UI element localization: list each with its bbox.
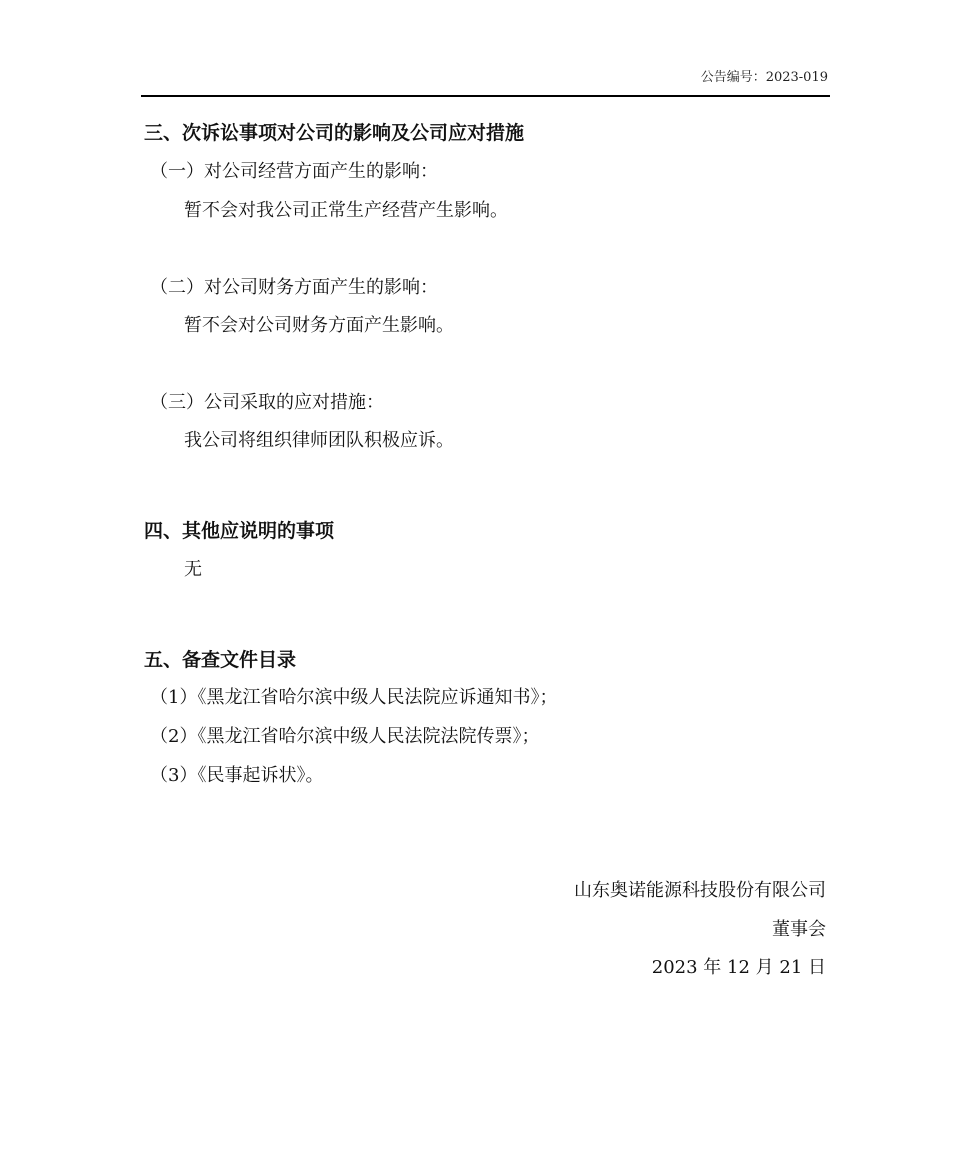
section-3-sub1-title: （一）对公司经营方面产生的影响： xyxy=(150,161,438,182)
signature-board: 董事会 xyxy=(772,919,826,940)
header-divider xyxy=(141,95,830,97)
announcement-number: 公告编号：2023-019 xyxy=(700,70,828,85)
section-3-sub1-body: 暂不会对我公司正常生产经营产生影响。 xyxy=(184,200,508,221)
signature-date: 2023 年 12 月 21 日 xyxy=(651,957,826,978)
section-4-title: 四、其他应说明的事项 xyxy=(144,520,335,542)
reference-item: （2）《黑龙江省哈尔滨中级人民法院法院传票》； xyxy=(150,726,540,747)
section-3-sub2-body: 暂不会对公司财务方面产生影响。 xyxy=(184,315,454,336)
section-3-sub2-title: （二）对公司财务方面产生的影响： xyxy=(150,277,438,298)
section-3-title: 三、次诉讼事项对公司的影响及公司应对措施 xyxy=(144,122,525,144)
section-5-title: 五、备查文件目录 xyxy=(144,649,297,671)
reference-item: （1）《黑龙江省哈尔滨中级人民法院应诉通知书》； xyxy=(150,687,558,708)
section-3-sub3-body: 我公司将组织律师团队积极应诉。 xyxy=(184,430,454,451)
reference-item: （3）《民事起诉状》。 xyxy=(150,765,324,786)
section-4-body: 无 xyxy=(184,559,202,580)
section-3-sub3-title: （三）公司采取的应对措施： xyxy=(150,392,384,413)
signature-company: 山东奥诺能源科技股份有限公司 xyxy=(574,880,826,901)
